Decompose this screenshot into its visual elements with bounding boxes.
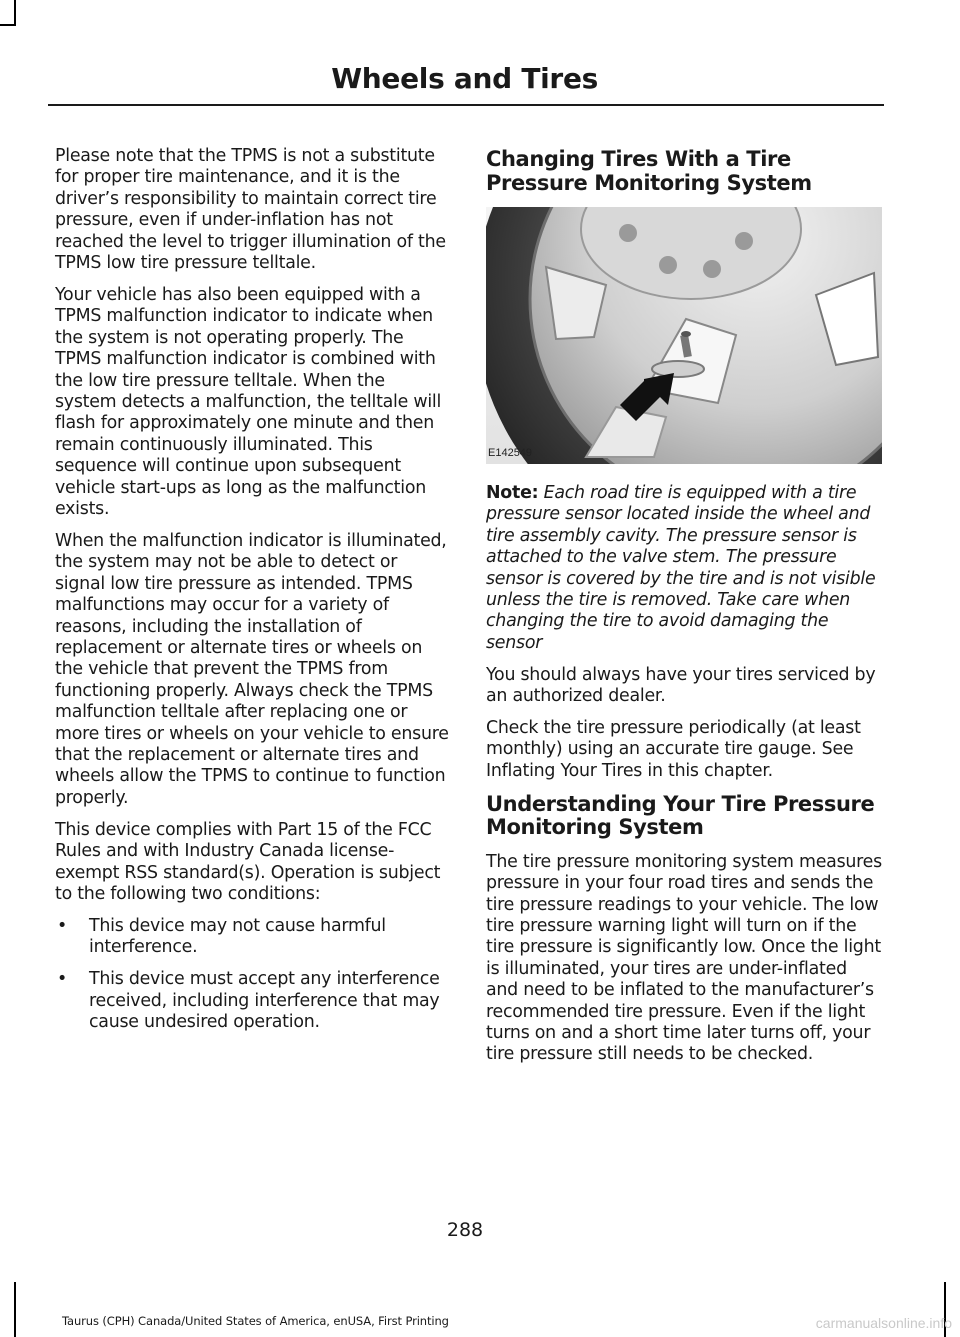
header-divider [48, 104, 884, 106]
page-number: 288 [446, 1219, 484, 1241]
right-column [486, 148, 884, 1076]
footer-text: Taurus (CPH) Canada/United States of America, enUSA, First Printing [62, 1314, 449, 1328]
crop-mark-bottom-left-vertical [14, 1282, 16, 1337]
paragraph: You should always have your tires serviced by an authorized dealer. [486, 664, 876, 707]
conditions-list [55, 916, 450, 1034]
crop-mark-top-left-vertical [14, 0, 16, 26]
left-column [55, 146, 450, 1044]
paragraph: The tire pressure monitoring system measures pressure in your four road tires and sends the tire pressure readings to your vehicle. The low tire pressure warning light will turn on if the tire pressure is significantly low. Once the light is illuminated, your tires are under-inflated and need to be inflated to the manufacturer’s recommended tire pressure. Even if the light turns on and a short time later turns off, your tire pressure still needs to be checked. [486, 851, 882, 1065]
section-heading-changing-tires: Changing Tires With a Tire Pressure Monitoring System [486, 147, 812, 195]
paragraph: Check the tire pressure periodically (at least monthly) using an accurate tire gauge. See Inflating Your Tires in this chapter. [486, 718, 861, 781]
bullet-icon: • [57, 969, 68, 990]
paragraph: Your vehicle has also been equipped with a TPMS malfunction indicator to indicate when the system is not operating properly. The TPMS malfunction indicator is combined with the low tire pressure telltale. When the system detects a malfunction, the telltale will flash for approximately one minute and then remain continuously illuminated. This sequence will continue upon subsequent vehicle start-ups as long as the malfunction exists. [55, 284, 442, 519]
note-paragraph [486, 483, 884, 654]
paragraph: This device complies with Part 15 of the FCC Rules and with Industry Canada license-exempt RSS standard(s). Operation is subject to the following two conditions: [55, 819, 441, 904]
watermark: carmanualsonline.info [815, 1315, 952, 1331]
crop-mark-top-left-horizontal [0, 24, 16, 26]
list-item [55, 916, 450, 959]
note-text: Each road tire is equipped with a tire pressure sensor located inside the wheel and tire assembly cavity. The pressure sensor is attached to the valve stem. The pressure sensor is covered by the tire and is not visible unless the tire is removed. Take care when changing the tire to avoid damaging the sensor [486, 483, 876, 653]
list-item-text: This device must accept any interference received, including interference that may cause undesired operation. [89, 969, 440, 1032]
list-item-text: This device may not cause harmful interference. [89, 915, 386, 958]
wheel-valve-stem-icon [486, 207, 882, 464]
list-item [55, 969, 450, 1033]
paragraph: Please note that the TPMS is not a substitute for proper tire maintenance, and it is the driver’s responsibility to maintain correct tire pressure, even if under-inflation has not reached the level to trigger illumination of the TPMS low tire pressure telltale. [55, 146, 446, 274]
bullet-icon: • [57, 915, 68, 936]
section-heading-understanding-tpms: Understanding Your Tire Pressure Monitoring System [486, 791, 875, 840]
note-label: Note: [486, 483, 539, 503]
page-title: Wheels and Tires [331, 62, 598, 95]
paragraph: When the malfunction indicator is illuminated, the system may not be able to detect or signal low tire pressure as intended. TPMS malfunctions may occur for a variety of reasons, including the installation of replacement or alternate tires or wheels on the vehicle that prevent the TPMS from functioning properly. Always check the TPMS malfunction telltale after replacing one or more tires or wheels on your vehicle to ensure that the replacement or alternate tires and wheels allow the TPMS to continue to function properly. [55, 530, 449, 808]
wheel-valve-stem-figure [486, 207, 882, 464]
figure-code: E142549 [488, 446, 533, 459]
